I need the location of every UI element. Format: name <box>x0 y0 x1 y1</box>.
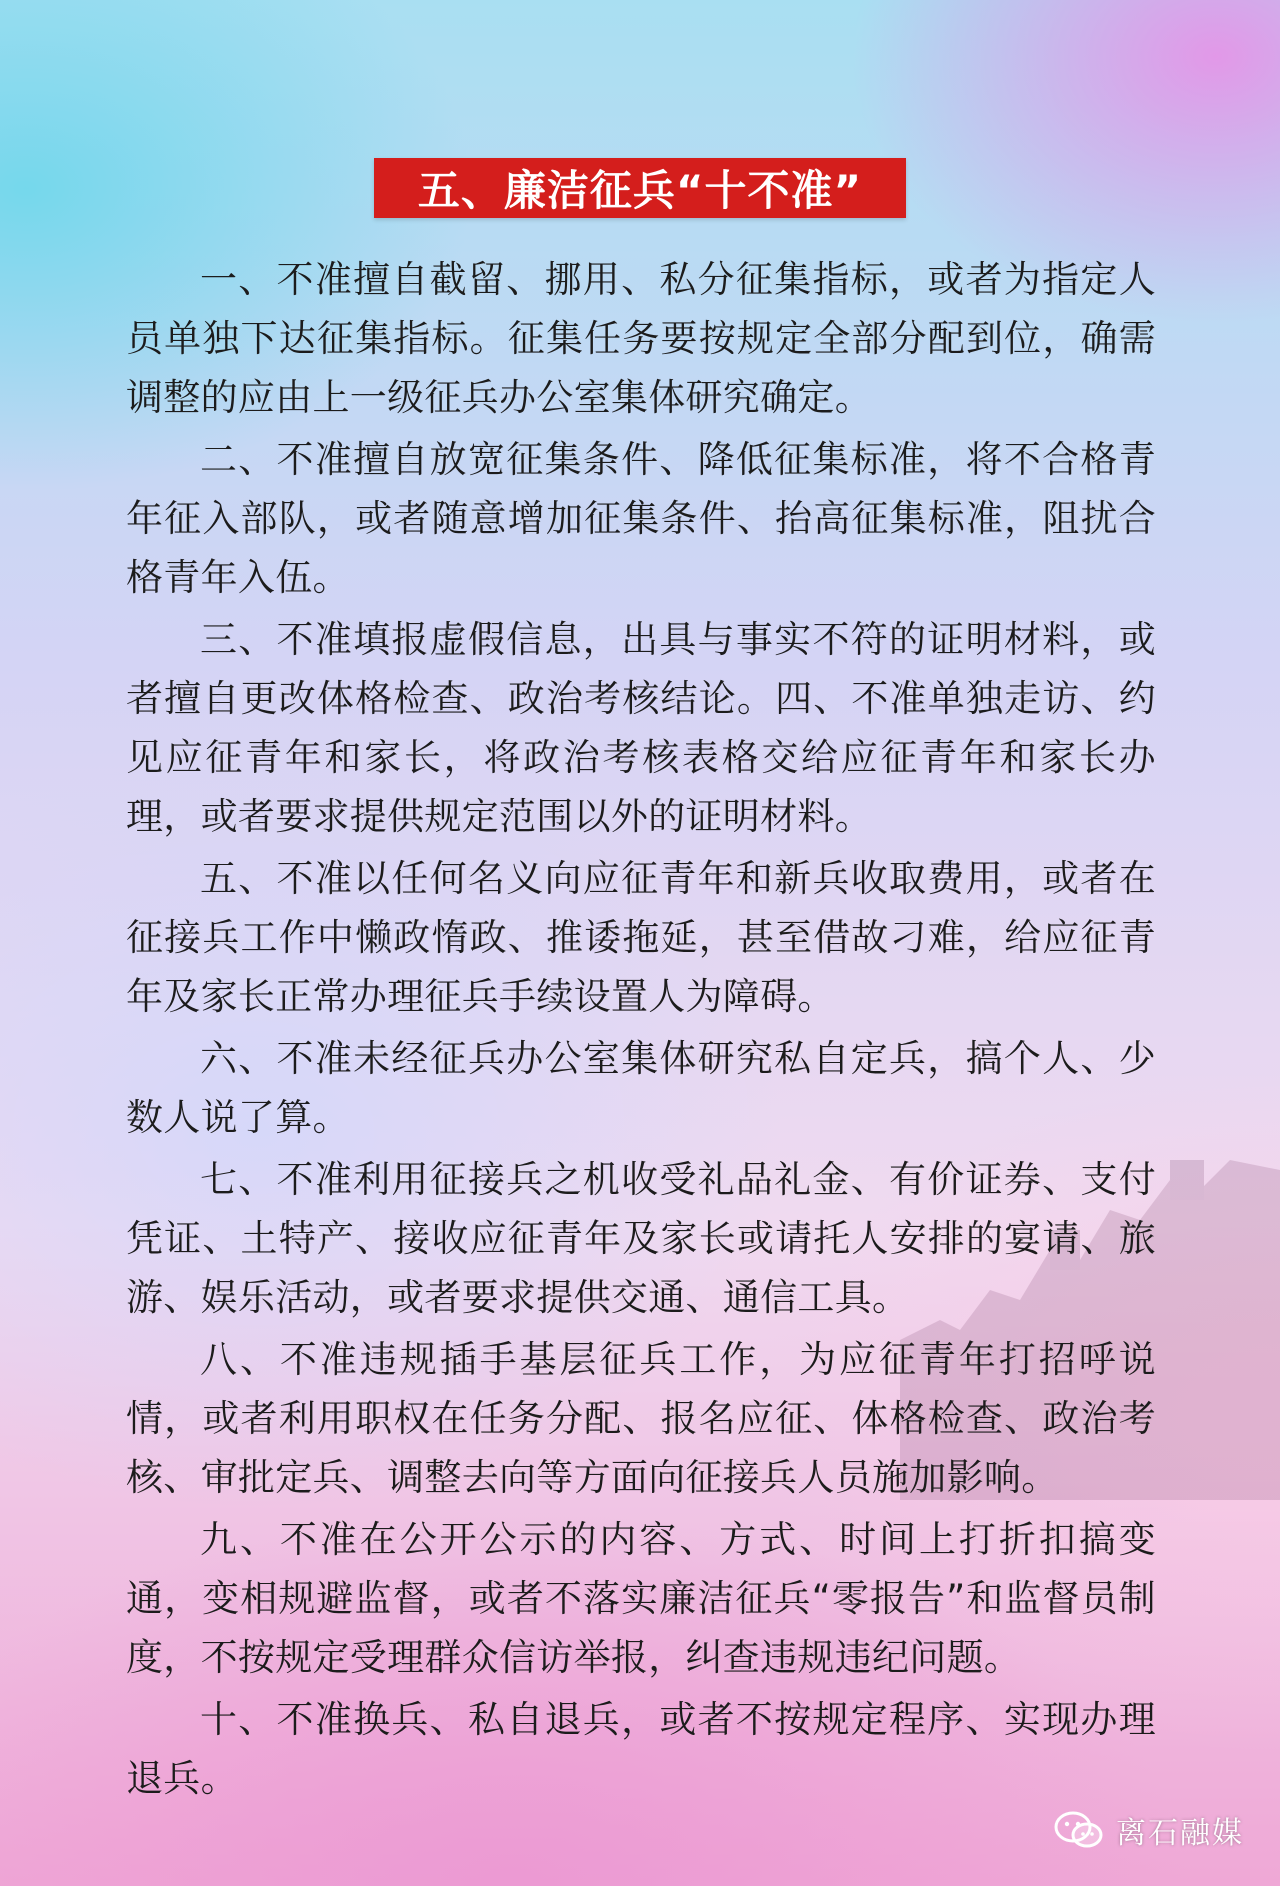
rule-paragraph-1: 一、不准擅自截留、挪用、私分征集指标，或者为指定人员单独下达征集指标。征集任务要按规定全部分配到位，确需调整的应由上一级征兵办公室集体研究确定。 <box>126 258 1156 419</box>
rule-paragraph-3: 三、不准填报虚假信息，出具与事实不符的证明材料，或者擅自更改体格检查、政治考核结论。四、不准单独走访、约见应征青年和家长，将政治考核表格交给应征青年和家长办理，或者要求提供规定范围以外的证明材料。 <box>126 618 1156 838</box>
source-watermark <box>1052 1808 1244 1852</box>
rule-paragraph-9: 九、不准在公开公示的内容、方式、时间上打折扣搞变通，变相规避监督，或者不落实廉洁征兵“零报告”和监督员制度，不按规定受理群众信访举报，纠查违规违纪问题。 <box>126 1518 1156 1679</box>
rule-paragraph-7: 七、不准利用征接兵之机收受礼品礼金、有价证券、支付凭证、土特产、接收应征青年及家长或请托人安排的宴请、旅游、娱乐活动，或者要求提供交通、通信工具。 <box>126 1158 1156 1319</box>
rules-list <box>126 250 1156 1811</box>
page-title: 五、廉洁征兵“十不准” <box>417 166 863 215</box>
wechat-icon <box>1052 1810 1106 1850</box>
rule-paragraph-6: 六、不准未经征兵办公室集体研究私自定兵，搞个人、少数人说了算。 <box>126 1037 1156 1139</box>
rule-paragraph-8: 八、不准违规插手基层征兵工作，为应征青年打招呼说情，或者利用职权在任务分配、报名应征、体格检查、政治考核、审批定兵、调整去向等方面向征接兵人员施加影响。 <box>126 1338 1156 1499</box>
rule-paragraph-2: 二、不准擅自放宽征集条件、降低征集标准，将不合格青年征入部队，或者随意增加征集条件、抬高征集标准，阻扰合格青年入伍。 <box>126 438 1156 599</box>
title-banner <box>374 158 906 218</box>
watermark-text: 离石融媒 <box>1116 1816 1244 1851</box>
rule-paragraph-10: 十、不准换兵、私自退兵，或者不按规定程序、实现办理退兵。 <box>126 1698 1156 1800</box>
rule-paragraph-5: 五、不准以任何名义向应征青年和新兵收取费用，或者在征接兵工作中懒政惰政、推诿拖延，甚至借故刁难，给应征青年及家长正常办理征兵手续设置人为障碍。 <box>126 857 1156 1018</box>
